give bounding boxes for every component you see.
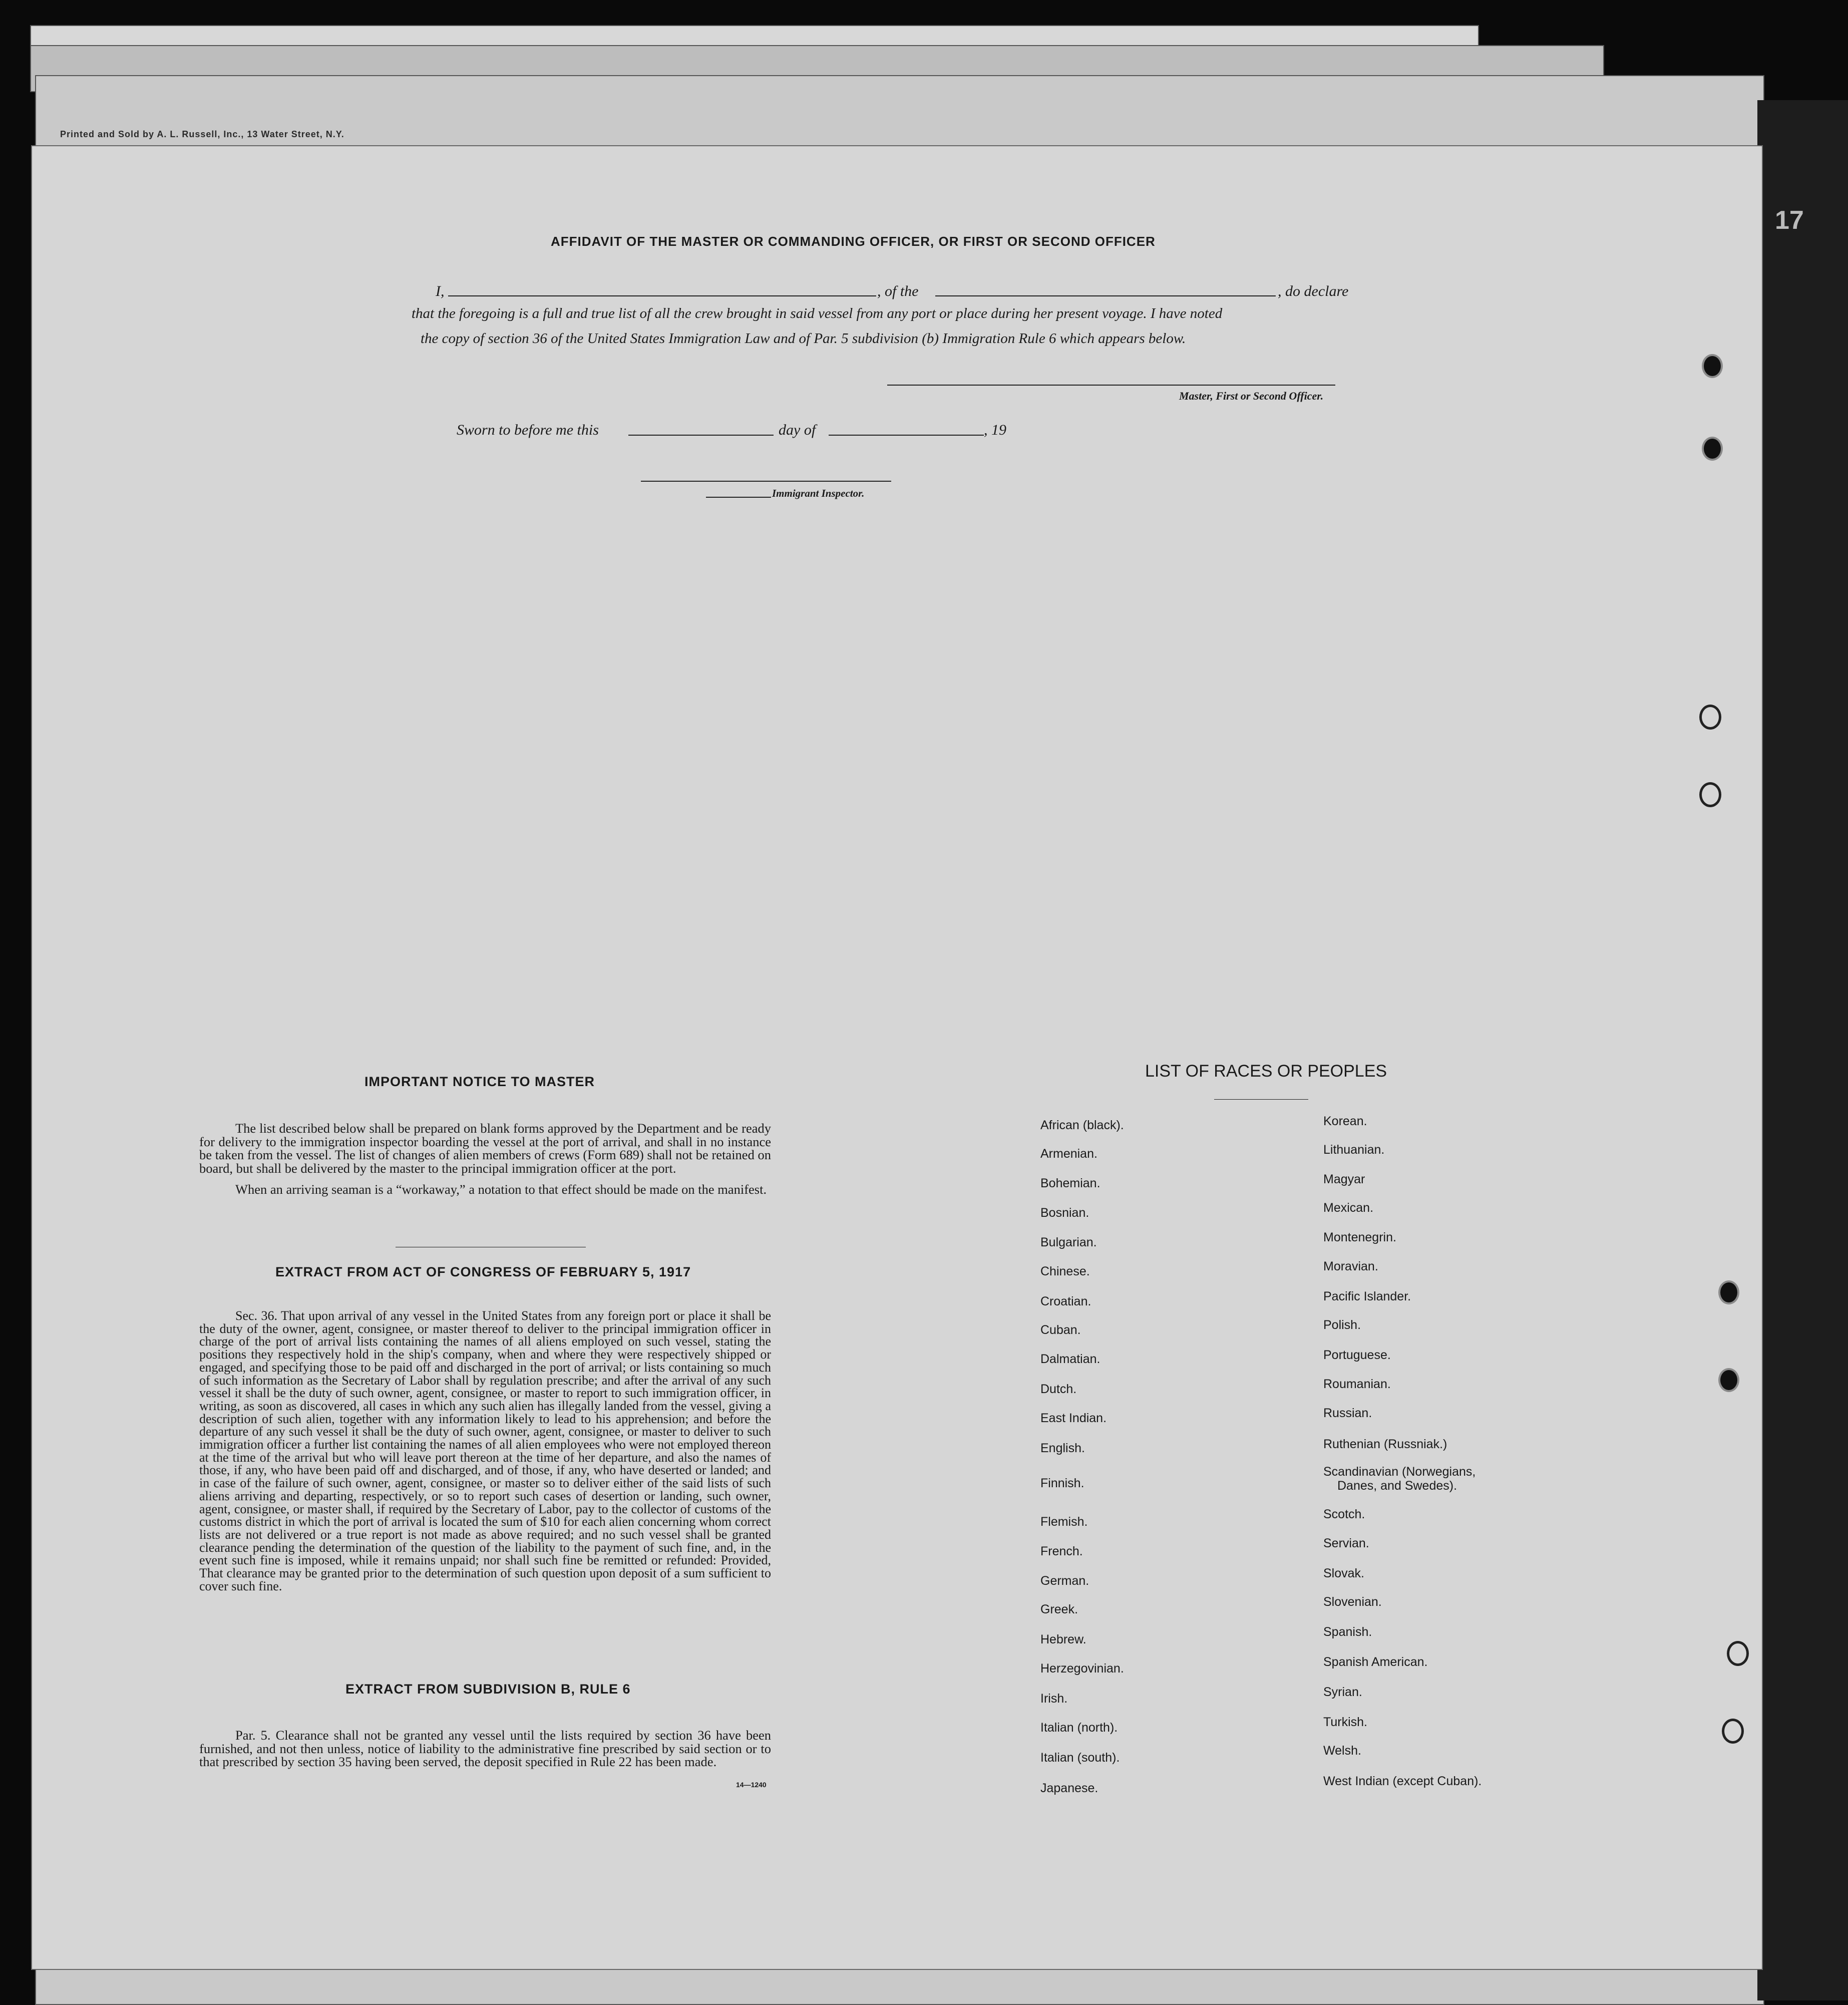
race-left-item: Armenian.	[1040, 1147, 1097, 1161]
race-right-item: Polish.	[1323, 1318, 1361, 1332]
race-left-item: Herzegovinian.	[1040, 1661, 1124, 1676]
sworn-mid: day of	[779, 422, 816, 438]
race-left-item: East Indian.	[1040, 1411, 1107, 1425]
race-left-item: Cuban.	[1040, 1323, 1081, 1337]
affidavit-line3: the copy of section 36 of the United States Immigration Law and of Par. 5 subdivision (b) Immigration Rule 6 which appears below.	[421, 330, 1186, 347]
race-left-item: Bosnian.	[1040, 1206, 1089, 1220]
inspector-prefix-line	[706, 497, 771, 498]
punch-hole-icon	[1702, 354, 1723, 378]
race-right-item: Danes, and Swedes).	[1337, 1479, 1457, 1493]
race-left-item: Greek.	[1040, 1602, 1078, 1616]
vessel-blank	[935, 295, 1276, 296]
punch-hole-icon	[1699, 782, 1721, 807]
notice-paragraph: When an arriving seaman is a “workaway,” a notation to that effect should be made on the manifest.	[235, 1182, 767, 1197]
race-right-item: Ruthenian (Russniak.)	[1323, 1437, 1447, 1451]
race-left-item: Italian (south).	[1040, 1751, 1120, 1765]
divider	[1214, 1099, 1308, 1100]
inspector-label: Immigrant Inspector.	[772, 487, 865, 499]
binder-shadow	[1757, 100, 1848, 2000]
race-right-item: Turkish.	[1323, 1715, 1367, 1729]
race-right-item: Scotch.	[1323, 1507, 1365, 1521]
race-left-item: French.	[1040, 1544, 1083, 1558]
punch-hole-icon	[1722, 1719, 1744, 1744]
notice-title: IMPORTANT NOTICE TO MASTER	[364, 1074, 595, 1089]
race-right-item: Moravian.	[1323, 1259, 1378, 1273]
race-left-item: Flemish.	[1040, 1515, 1088, 1529]
rule-title: EXTRACT FROM SUBDIVISION B, RULE 6	[345, 1682, 631, 1697]
punch-hole-icon	[1702, 437, 1723, 461]
affidavit-line1-suffix: , do declare	[1278, 283, 1349, 299]
form-page	[31, 145, 1763, 1970]
race-right-item: Scandinavian (Norwegians,	[1323, 1465, 1476, 1479]
inspector-signature-line	[641, 481, 891, 482]
race-right-item: Korean.	[1323, 1114, 1367, 1128]
race-right-item: Welsh.	[1323, 1744, 1361, 1758]
affidavit-line2: that the foregoing is a full and true list of all the crew brought in said vessel from any port or place during her present voyage. I have noted	[412, 305, 1223, 321]
notice-paragraph: The list described below shall be prepared on blank forms approved by the Department and be ready for delivery to the immigration inspector boarding the vessel at the port of arrival, and shall in no instance be taken from the vessel. The list of changes of alien members of crews (Form 689) shall not be retained on board, but shall be delivered by the master to the principal immigration officer at the port.	[199, 1121, 771, 1176]
race-left-item: Irish.	[1040, 1692, 1068, 1706]
sworn-prefix: Sworn to before me this	[457, 422, 599, 438]
affidavit-line1-prefix: I,	[436, 283, 445, 299]
race-right-item: West Indian (except Cuban).	[1323, 1774, 1482, 1788]
race-left-item: Bohemian.	[1040, 1176, 1100, 1190]
race-right-item: Russian.	[1323, 1406, 1372, 1420]
notice-body	[199, 1122, 771, 1196]
name-blank	[448, 295, 876, 296]
race-left-item: Japanese.	[1040, 1781, 1098, 1795]
race-left-item: Croatian.	[1040, 1294, 1091, 1308]
punch-hole-icon	[1718, 1368, 1739, 1392]
race-left-item: German.	[1040, 1574, 1089, 1588]
punch-hole-icon	[1727, 1641, 1749, 1666]
sworn-month-blank	[829, 435, 984, 436]
race-left-item: Dalmatian.	[1040, 1352, 1100, 1366]
affidavit-title: AFFIDAVIT OF THE MASTER OR COMMANDING OFFICER, OR FIRST OR SECOND OFFICER	[551, 234, 1156, 249]
page-number: 17	[1775, 206, 1804, 235]
race-right-item: Portuguese.	[1323, 1348, 1391, 1362]
race-right-item: Pacific Islander.	[1323, 1289, 1411, 1303]
affidavit-line1-mid: , of the	[877, 283, 919, 299]
race-left-item: Chinese.	[1040, 1264, 1090, 1278]
printer-imprint: Printed and Sold by A. L. Russell, Inc., 13 Water Street, N.Y.	[60, 129, 344, 139]
races-title: LIST OF RACES OR PEOPLES	[1145, 1062, 1387, 1081]
race-left-item: African (black).	[1040, 1118, 1124, 1132]
form-number: 14—1240	[736, 1781, 767, 1789]
race-left-item: Bulgarian.	[1040, 1235, 1097, 1249]
race-left-item: Hebrew.	[1040, 1632, 1086, 1646]
act-body	[199, 1309, 771, 1592]
punch-hole-icon	[1718, 1280, 1739, 1304]
race-left-item: Dutch.	[1040, 1382, 1077, 1396]
rule-body	[199, 1729, 771, 1769]
signature-label: Master, First or Second Officer.	[1179, 390, 1324, 402]
act-title: EXTRACT FROM ACT OF CONGRESS OF FEBRUARY 5, 1917	[275, 1264, 691, 1279]
race-right-item: Servian.	[1323, 1536, 1369, 1550]
race-right-item: Magyar	[1323, 1172, 1365, 1186]
race-right-item: Syrian.	[1323, 1685, 1362, 1699]
race-right-item: Slovenian.	[1323, 1595, 1382, 1609]
race-left-item: Finnish.	[1040, 1476, 1084, 1490]
sworn-year: , 19	[984, 422, 1006, 438]
signature-line	[887, 385, 1335, 386]
race-left-item: Italian (north).	[1040, 1721, 1118, 1735]
race-right-item: Spanish American.	[1323, 1655, 1428, 1669]
rule-paragraph: Par. 5. Clearance shall not be granted any vessel until the lists required by section 36 have been furnished, and not then unless, notice of liability to the administrative fine prescribed by said section or to that prescribed by section 35 having been served, the deposit specified in Rule 22 has been made.	[199, 1728, 771, 1769]
act-paragraph: Sec. 36. That upon arrival of any vessel in the United States from any foreign port or place it shall be the duty of the owner, agent, consignee, or master thereof to deliver to the principal immigration officer in charge of the port of arrival lists containing the names of all aliens employed on such vessel, stating the positions they respectively hold in the ship's company, when and where they were respectively shipped or engaged, and specifying those to be paid off and discharged in the port of arrival; or lists containing so much of such information as the Secretary of Labor shall by regulation prescribe; and after the arrival of any such vessel it shall be the duty of such owner, agent, consignee, or master to report to such immigration officer, in writing, as soon as discovered, all cases in which any such alien has illegally landed from the vessel, giving a description of such alien, together with any information likely to lead to his apprehension; and before the departure of any such vessel it shall be the duty of such owner, agent, consignee, or master to deliver to such immigration officer a further list containing the names of all alien employees who were not employed thereon at the time of the arrival but who will leave port thereon at the time of her departure, and also the names of those, if any, who have been paid off and discharged, and of those, if any, who have deserted or landed; and in case of the failure of such owner, agent, consignee, or master so to deliver either of the said lists of such aliens arriving and departing, respectively, or so to report such cases of desertion or landing, such owner, agent, consignee, or master shall, if required by the Secretary of Labor, pay to the collector of customs of the customs district in which the port of arrival is located the sum of $10 for each alien concerning whom correct lists are not delivered or a true report is not made as above required; and no such vessel shall be granted clearance pending the determination of the question of the liability to the payment of such fine, and, in the event such fine is imposed, while it remains unpaid; nor shall such fine be remitted or refunded: Provided, That clearance may be granted prior to the determination of such question upon deposit of a sum sufficient to cover such fine.	[199, 1308, 771, 1593]
sworn-day-blank	[628, 435, 774, 436]
race-right-item: Roumanian.	[1323, 1377, 1391, 1391]
race-right-item: Spanish.	[1323, 1625, 1372, 1639]
punch-hole-icon	[1699, 705, 1721, 730]
race-left-item: English.	[1040, 1441, 1085, 1455]
race-right-item: Mexican.	[1323, 1201, 1374, 1215]
race-right-item: Slovak.	[1323, 1566, 1364, 1580]
race-right-item: Lithuanian.	[1323, 1143, 1385, 1157]
race-right-item: Montenegrin.	[1323, 1230, 1396, 1244]
